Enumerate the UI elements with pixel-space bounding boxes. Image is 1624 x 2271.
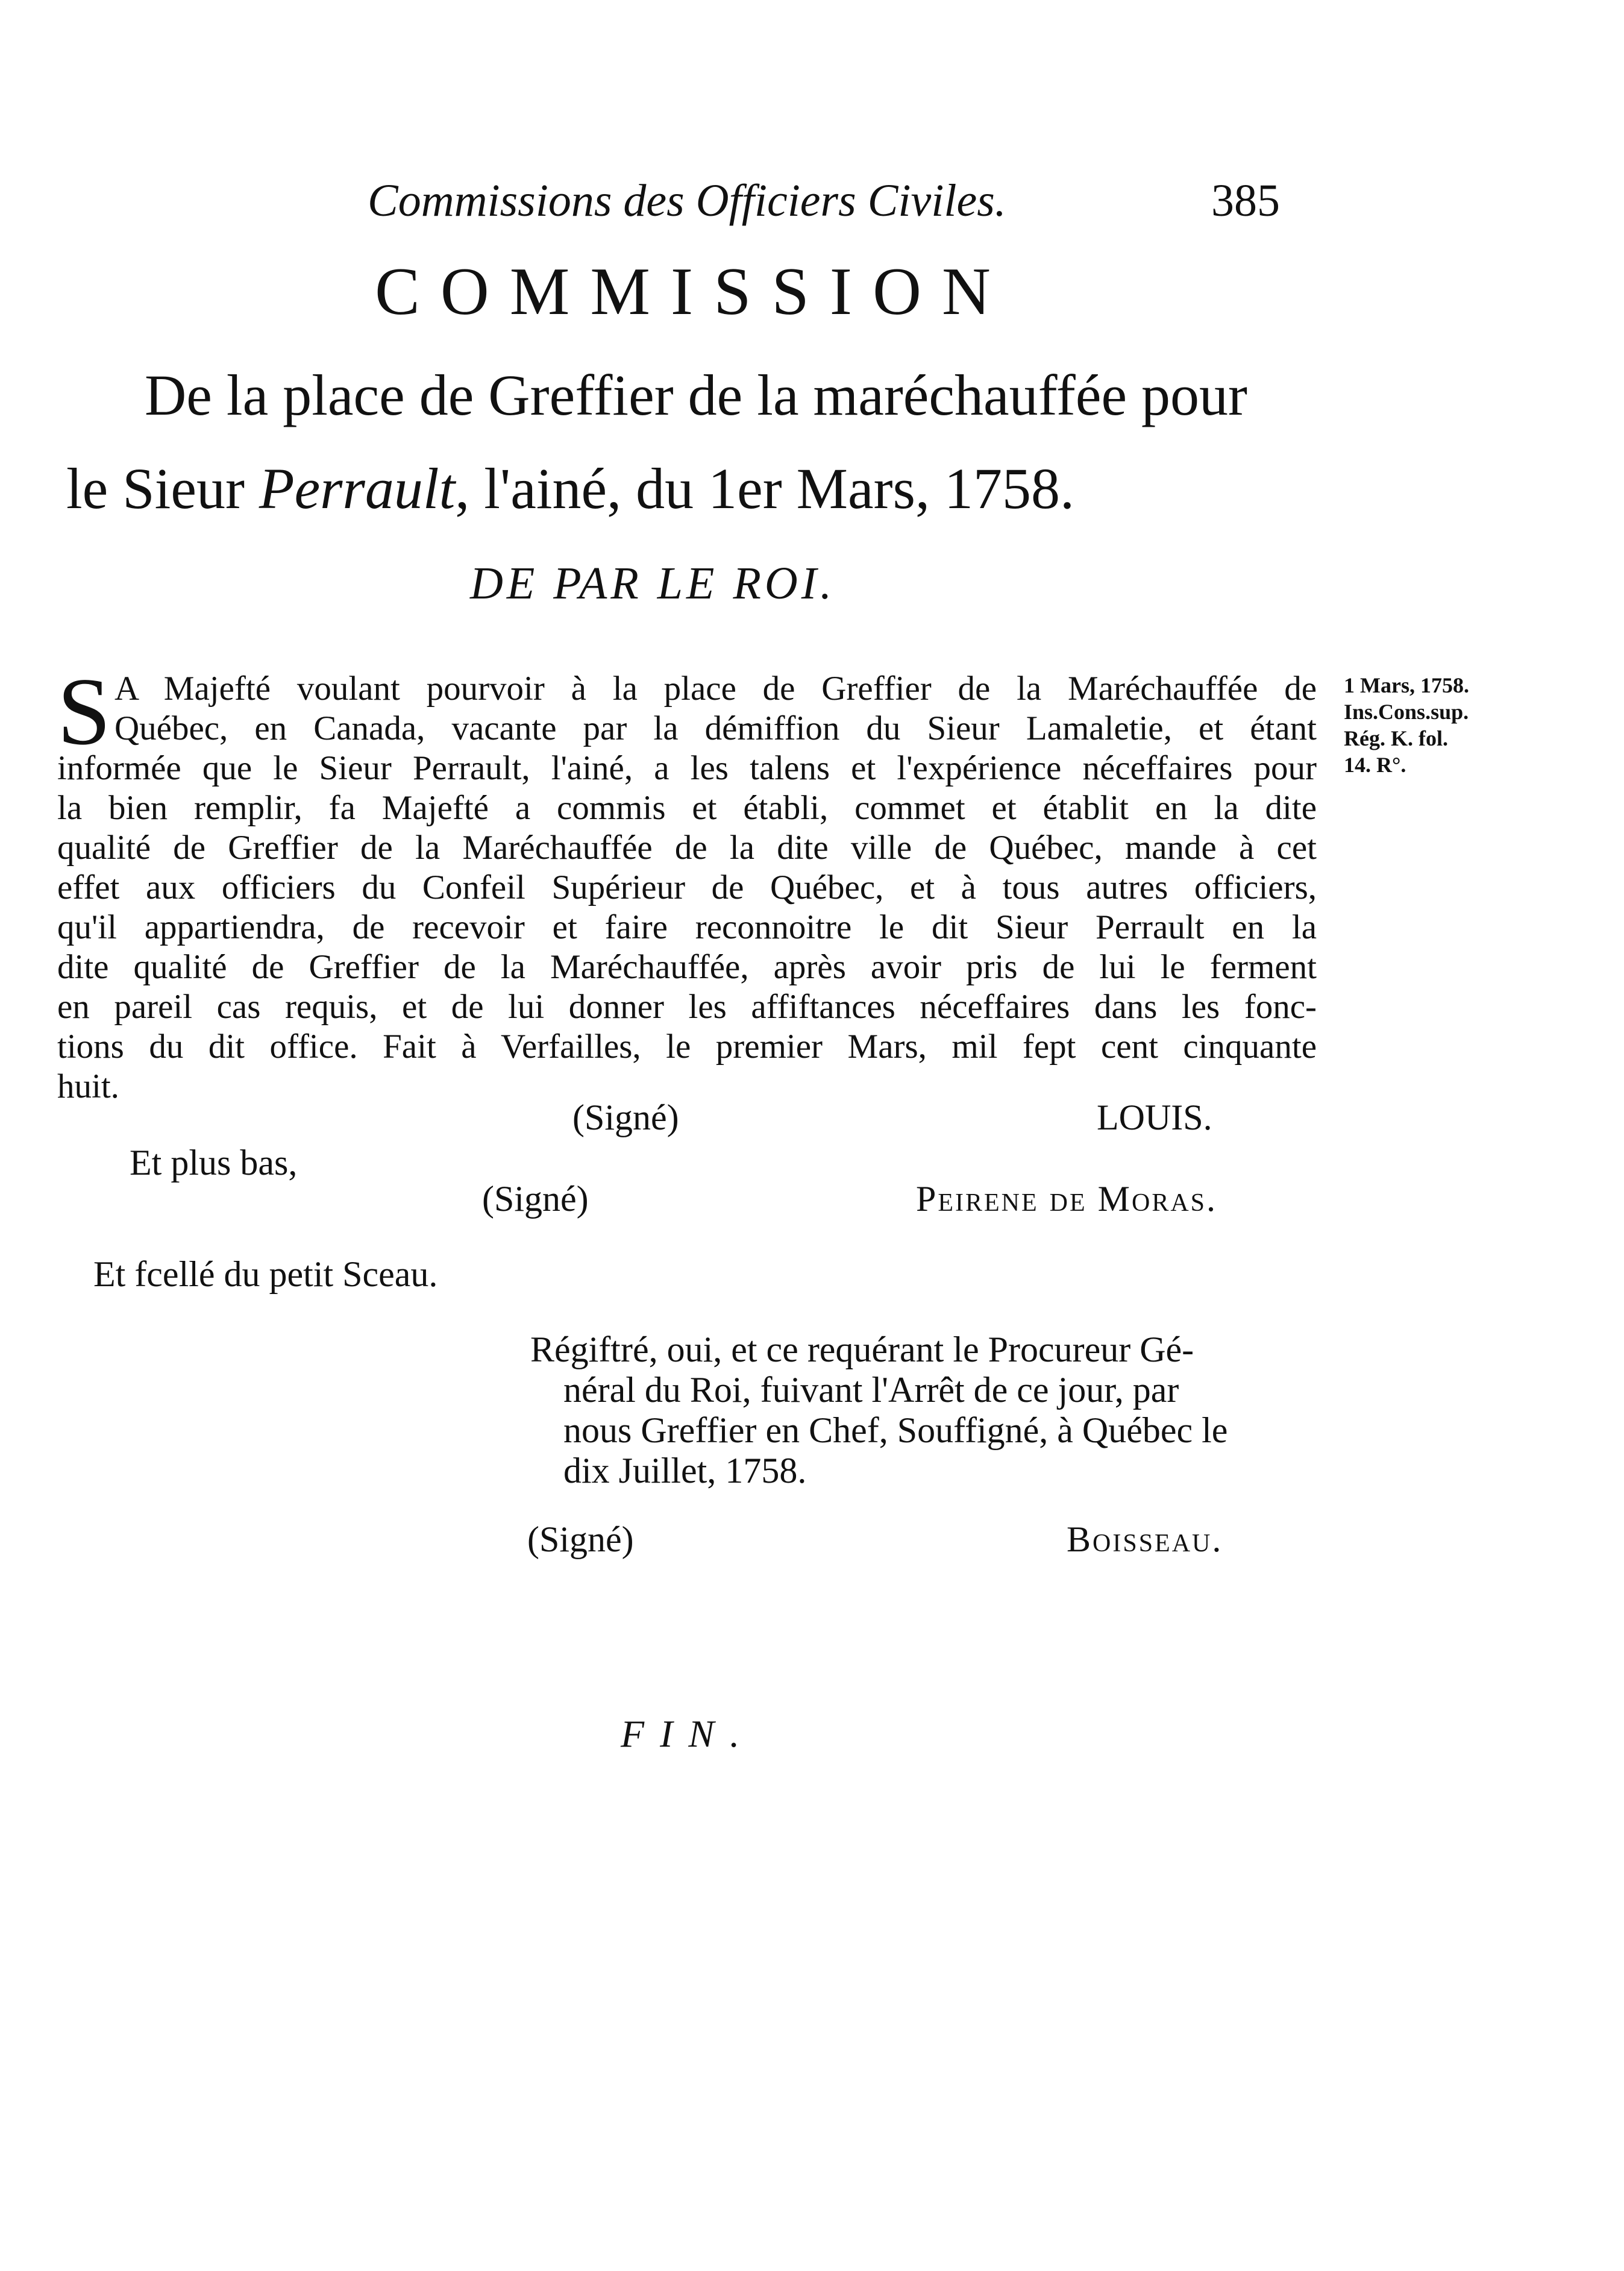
king-heading: DE PAR LE ROI. (470, 558, 836, 609)
subtitle-line-2 (66, 455, 1362, 522)
subtitle-name: Perrault (259, 456, 456, 521)
body-line: dite qualité de Greffier de la Maréchauffée, après avoir pris de lui le ferment (57, 948, 1317, 986)
body-line: informée que le Sieur Perrault, l'ainé, a les talens et l'expérience néceffaires pour (57, 749, 1317, 787)
subtitle-line-1: De la place de Greffier de la maréchauffée pour (144, 363, 1248, 427)
margin-note-line: 14. R°. (1344, 753, 1406, 777)
margin-note (1344, 672, 1519, 778)
body-line: qu'il appartiendra, de recevoir et faire reconnoitre le dit Sieur Perrault en la (57, 908, 1317, 946)
body-line: tions du dit office. Fait à Verfailles, le premier Mars, mil fept cent cinquante (57, 1028, 1317, 1066)
registration-line: dix Juillet, 1758. (563, 1451, 807, 1490)
body-line: en pareil cas requis, et de lui donner les affiftances néceffaires dans les fonc- (57, 988, 1317, 1026)
fin-mark: FIN. (621, 1712, 756, 1755)
body-line: Québec, en Canada, vacante par la démiffion du Sieur Lamaletie, et étant (114, 709, 1317, 747)
subtitle-prefix: le Sieur (66, 456, 259, 521)
body-line: la bien remplir, fa Majefté a commis et établi, commet et établit en la dite (57, 789, 1317, 827)
document-title: COMMISSION (375, 254, 1011, 329)
body-line: A Majefté voulant pourvoir à la place de Greffier de la Maréchauffée de (114, 670, 1317, 708)
registration-line: néral du Roi, fuivant l'Arrêt de ce jour, par (563, 1370, 1179, 1410)
page-number: 385 (1211, 175, 1280, 226)
margin-note-line: 1 Mars, 1758. (1344, 673, 1469, 697)
registration-line: Régiftré, oui, et ce requérant le Procureur Gé- (530, 1330, 1194, 1369)
registration-line: nous Greffier en Chef, Souffigné, à Québec le (563, 1410, 1228, 1450)
body-line: effet aux officiers du Confeil Supérieur de Québec, et à tous autres officiers, (57, 869, 1317, 906)
signature-signe: (Signé) (482, 1179, 589, 1219)
margin-note-line: Rég. K. fol. (1344, 726, 1448, 750)
scelle-line: Et fcellé du petit Sceau. (93, 1254, 438, 1294)
subtitle-suffix: , l'ainé, du 1er Mars, 1758. (455, 456, 1074, 521)
signature-signe: (Signé) (572, 1098, 679, 1137)
body-line: huit. (57, 1067, 119, 1105)
signature-peirene-de-moras: Peirene de Moras. (916, 1179, 1218, 1219)
signature-signe: (Signé) (527, 1519, 634, 1559)
signature-boisseau: Boisseau. (1067, 1519, 1223, 1559)
margin-note-line: Ins.Cons.sup. (1344, 700, 1469, 724)
et-plus-bas: Et plus bas, (130, 1143, 298, 1183)
drop-cap: S (57, 658, 111, 765)
running-head: Commissions des Officiers Civiles. (368, 175, 1006, 226)
body-line: qualité de Greffier de la Maréchauffée de la dite ville de Québec, mande à cet (57, 829, 1317, 867)
signature-louis: LOUIS. (1097, 1098, 1212, 1137)
